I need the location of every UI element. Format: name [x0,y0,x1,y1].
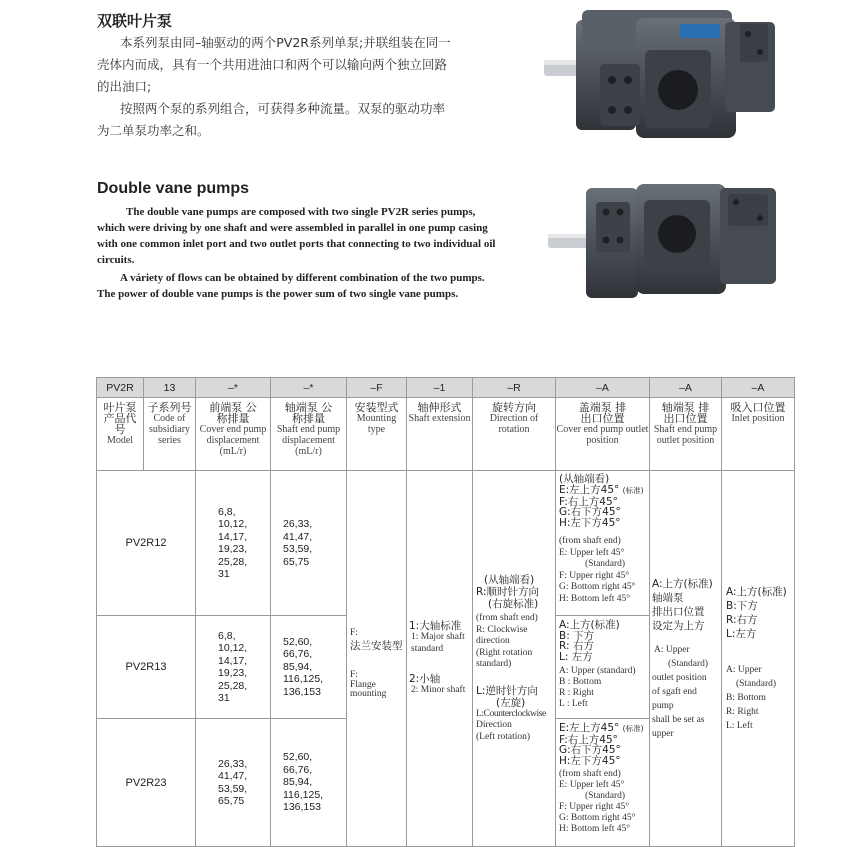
shaft-displacement-cell: 26,33, 41,47, 53,59, 65,75 [271,471,347,616]
header-cell: 子系列号 Code of subsidiary series [144,398,196,471]
double-vane-pump-photo-1 [540,0,780,160]
shaft-displacement-cell: 52,60, 66,76, 85,94, 116,125, 136,153 [271,719,347,847]
title-cn: 双联叶片泵 [97,12,173,30]
code-cell: PV2R [97,378,144,398]
shaft-extension-cell: 1:大轴标准 1: Major shaft standard 2:小轴 2: Minor shaft [407,471,473,847]
inlet-cell: A:上方(标准) B:下方 R:右方 L:左方 A: Upper (Standard) B: Bottom R: Right L: Left [722,471,795,847]
header-cell: 吸入口位置 Inlet position [722,398,795,471]
code-row [97,378,795,398]
intro-cn-line: 本系列泵由同–轴驱动的两个PV2R系列单泵;并联组装在同一 [120,35,451,50]
mounting-cell: F: 法兰安装型 F: Flange mounting [347,471,407,847]
model-cell: PV2R12 [97,471,196,616]
front-displacement-cell: 6,8, 10,12, 14,17, 19,23, 25,28, 31 [196,471,271,616]
header-cell: 叶片泵 产品代号 Model [97,398,144,471]
header-cell: 安装型式 Mounting type [347,398,407,471]
intro-en-line: The power of double vane pumps is the power sum of two single vane pumps. [97,288,459,300]
header-cell: 轴伸形式 Shaft extension [407,398,473,471]
model-code-table [96,377,795,847]
shaft-outlet-cell: A:上方(标准) 轴端泵 排出口位置 设定为上方 A: Upper (Standard) outlet position of sgaft end pump shall be set as upper [650,471,722,847]
intro-en-line: The double vane pumps are composed with two single PV2R series pumps, [126,206,476,218]
rotation-cell: (从轴端看) R:顺时针方向 (右旋标准) (from shaft end) R: Clockwise direction (Right rotation standard) L:逆时针方向 (左旋) L:Counterclockwise Direction (Left rotation) [473,471,556,847]
cover-outlet-cell: (从轴端看) E:左上方45° (标准) F:右上方45° G:右下方45° H:左下方45° (from shaft end) E: Upper left 45° (Standard) F: Upper right 45° G: Bottom right 45° H: Bottom left 45° [556,471,650,616]
code-cell: –A [722,378,795,398]
cover-outlet-cell: E:左上方45° (标准) F:右上方45° G:右下方45° H:左下方45° (from shaft end) E: Upper left 45° (Standard) F: Upper right 45° G: Bottom right 45° H: Bottom left 45° [556,719,650,847]
header-cell: 前端泵 公称排量 Cover end pump displacement (mL/r) [196,398,271,471]
code-cell: –* [271,378,347,398]
intro-en-line: circuits. [97,254,135,266]
header-cell: 盖端泵 排出口位置 Cover end pump outlet position [556,398,650,471]
code-cell: –A [650,378,722,398]
code-cell: –A [556,378,650,398]
intro-en-line: A váriety of flows can be obtained by different combination of the two pumps. [120,272,485,284]
code-cell: –R [473,378,556,398]
intro-cn-line: 的出油口; [97,79,152,94]
table-row [97,471,795,616]
title-en: Double vane pumps [97,180,250,197]
shaft-displacement-cell: 52,60, 66,76, 85,94, 116,125, 136,153 [271,616,347,719]
intro-en-line: which were driving by one shaft and were assembled in parallel in one pump casing [97,222,488,234]
intro-cn-line: 按照两个泵的系列组合，可获得多种流量。双泵的驱动功率 [120,101,446,116]
front-displacement-cell: 6,8, 10,12, 14,17, 19,23, 25,28, 31 [196,616,271,719]
cover-outlet-cell: A:上方(标准) B: 下方 R: 右方 L: 左方 A: Upper (standard) B : Bottom R : Right L : Left [556,616,650,719]
header-cell: 轴端泵 排出口位置 Shaft end pump outlet position [650,398,722,471]
model-cell: PV2R13 [97,616,196,719]
front-displacement-cell: 26,33, 41,47, 53,59, 65,75 [196,719,271,847]
header-row [97,398,795,471]
code-cell: –1 [407,378,473,398]
double-vane-pump-photo-2 [540,172,780,312]
model-cell: PV2R23 [97,719,196,847]
header-cell: 轴端泵 公称排量 Shaft end pump displacement (mL/r) [271,398,347,471]
intro-en-line: with one common inlet port and two outlet ports that connecting to two individual oil [97,238,496,250]
code-cell: 13 [144,378,196,398]
code-cell: –F [347,378,407,398]
code-cell: –* [196,378,271,398]
intro-cn-line: 壳体内而成，具有一个共用进油口和两个可以输向两个独立回路 [97,57,448,72]
intro-cn-line: 为二单泵功率之和。 [97,123,210,138]
header-cell: 旋转方向 Direction of rotation [473,398,556,471]
